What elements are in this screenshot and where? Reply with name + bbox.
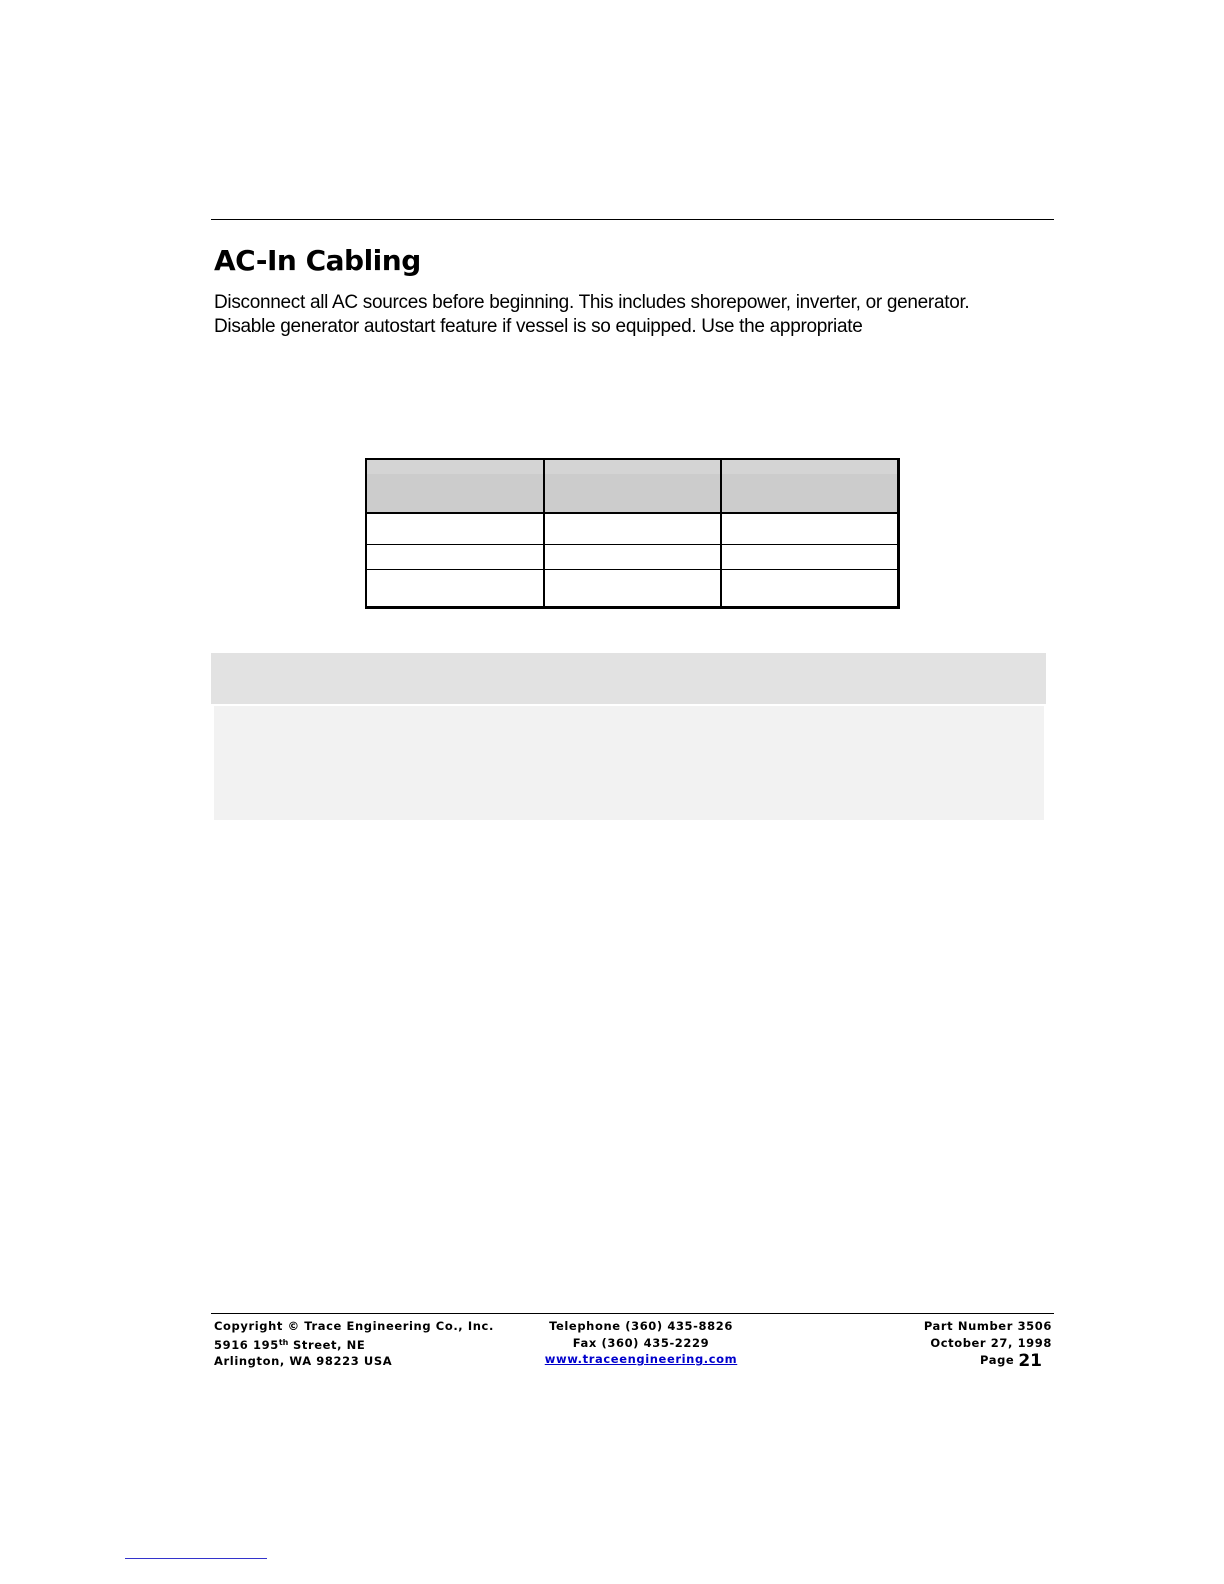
footer-page-label: Page xyxy=(980,1353,1015,1367)
table-row xyxy=(366,570,899,608)
footer-city: Arlington, WA 98223 USA xyxy=(214,1354,393,1368)
body-line-1: Disconnect all AC sources before beginning. This includes shorepower, inverter, or generator. xyxy=(214,292,970,313)
footer-company-info xyxy=(214,1318,494,1370)
table-header-cell xyxy=(544,459,722,513)
table-cell xyxy=(544,545,722,570)
body-line-2: Disable generator autostart feature if vessel is so equipped. Use the appropriate xyxy=(214,316,863,337)
table-cell xyxy=(366,513,544,545)
table-row xyxy=(366,513,899,545)
section-heading: AC-In Cabling xyxy=(214,244,421,277)
table-cell xyxy=(366,545,544,570)
table-cell xyxy=(721,570,899,608)
footer-website-link[interactable]: www.traceengineering.com xyxy=(544,1352,738,1366)
table-cell xyxy=(721,513,899,545)
top-rule xyxy=(211,219,1054,220)
cable-table xyxy=(365,458,900,609)
footer-copyright: Copyright © Trace Engineering Co., Inc. xyxy=(214,1319,494,1333)
footer-document-info xyxy=(850,1318,1052,1369)
table-row xyxy=(366,545,899,570)
footer-fax: Fax (360) 435-2229 xyxy=(572,1335,710,1350)
footer-contact-info xyxy=(530,1318,752,1368)
table-header-cell xyxy=(366,459,544,513)
footer-rule xyxy=(211,1313,1054,1314)
footer-part-number: Part Number 3506 xyxy=(923,1319,1052,1333)
body-paragraph xyxy=(214,291,1044,339)
footer-date: October 27, 1998 xyxy=(930,1335,1052,1350)
note-box-body xyxy=(214,706,1044,820)
footer-street-suffix: th xyxy=(278,1337,289,1347)
footer-page xyxy=(850,1351,1052,1369)
footer-street: 5916 195th Street, NE xyxy=(214,1337,366,1352)
footer-telephone: Telephone (360) 435-8826 xyxy=(549,1319,733,1333)
note-box-header xyxy=(211,653,1046,704)
bottom-link-underline xyxy=(125,1558,267,1559)
table-cell xyxy=(721,545,899,570)
footer-website-wrap xyxy=(530,1351,752,1368)
footer-page-number: 21 xyxy=(1018,1351,1042,1371)
table-header-cell xyxy=(721,459,899,513)
table-cell xyxy=(544,513,722,545)
table-cell xyxy=(544,570,722,608)
table-cell xyxy=(366,570,544,608)
table-header-row xyxy=(366,459,899,513)
